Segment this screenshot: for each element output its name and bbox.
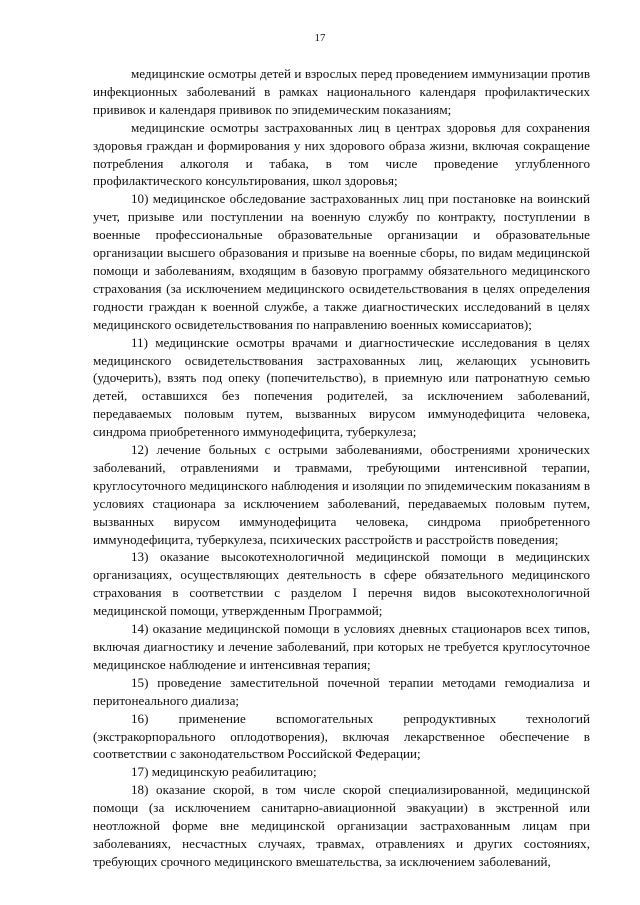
paragraph-item-18: 18) оказание скорой, в том числе скорой специализированной, медицинской помощи (за исключением санитарно-авиационной эвакуации) в экстренной или неотложной форме вне медицинской организации застрахованным лицам при заболеваниях, несчастных случаях, травмах, отравлениях и других состояниях, требующих срочного медицинского вмешательства, за исключением заболеваний, (93, 782, 590, 869)
paragraph-item-13: 13) оказание высокотехнологичной медицинской помощи в медицинских организациях, осуществляющих деятельность в сфере обязательного медицинского страхования в соответствии с разделом I перечня видов высокотехнологичной медицинской помощи, утвержденным Программой; (93, 549, 590, 619)
document-body (93, 65, 590, 871)
paragraph-item-14: 14) оказание медицинской помощи в условиях дневных стационаров всех типов, включая диагностику и лечение заболеваний, при которых не требуется круглосуточное медицинское наблюдение и интенсивная терапия; (93, 621, 590, 672)
paragraph-item-15: 15) проведение заместительной почечной терапии методами гемодиализа и перитонеального диализа; (93, 674, 590, 708)
paragraph-item-11: 11) медицинские осмотры врачами и диагностические исследования в целях медицинского освидетельствования застрахованных лиц, желающих усыновить (удочерить), взять под опеку (попечительство), в приемную или патронатную семью детей, оставшихся без попечения родителей, за исключением заболеваний, передаваемых половым путем, вызванных вирусом иммунодефицита человека, синдрома приобретенного иммунодефицита, туберкулеза; (93, 334, 590, 440)
paragraph-item-10: 10) медицинское обследование застрахованных лиц при постановке на воинский учет, призыве или поступлении на военную службу по контракту, поступлении в военные профессиональные образовательные организации и образовательные организации высшего образования и призыве на военные сборы, по видам медицинской помощи и заболеваниям, входящим в базовую программу обязательного медицинского страхования (за исключением медицинского освидетельствования в целях определения годности граждан к военной службе, а также диагностических исследований в целях медицинского освидетельствования по направлению военных комиссариатов); (93, 191, 590, 332)
paragraph-item-16: 16) применение вспомогательных репродуктивных технологий (экстракорпорального оплодотворения), включая лекарственное обеспечение в соответствии с законодательством Российской Федерации; (93, 710, 590, 762)
paragraph-item-12: 12) лечение больных с острыми заболеваниями, обострениями хронических заболеваний, отравлениями и травмами, требующими интенсивной терапии, круглосуточного медицинского наблюдения и изоляции по эпидемическим показаниям в условиях стационара за исключением заболеваний, передаваемых половым путем, вызванных вирусом иммунодефицита человека, синдрома приобретенного иммунодефицита, туберкулеза, психических расстройств и расстройств поведения; (93, 442, 590, 547)
paragraph-vaccination-exams: медицинские осмотры детей и взрослых перед проведением иммунизации против инфекционных заболеваний в рамках национального календаря профилактических прививок и календаря прививок по эпидемическим показаниям; (93, 66, 590, 117)
page-number: 17 (314, 32, 326, 44)
paragraph-health-centers: медицинские осмотры застрахованных лиц в центрах здоровья для сохранения здоровья граждан и формирования у них здорового образа жизни, включая сокращение потребления алкоголя и табака, в том числе проведение углубленного профилактического консультирования, школ здоровья; (93, 119, 590, 189)
paragraph-item-17: 17) медицинскую реабилитацию; (131, 764, 317, 780)
